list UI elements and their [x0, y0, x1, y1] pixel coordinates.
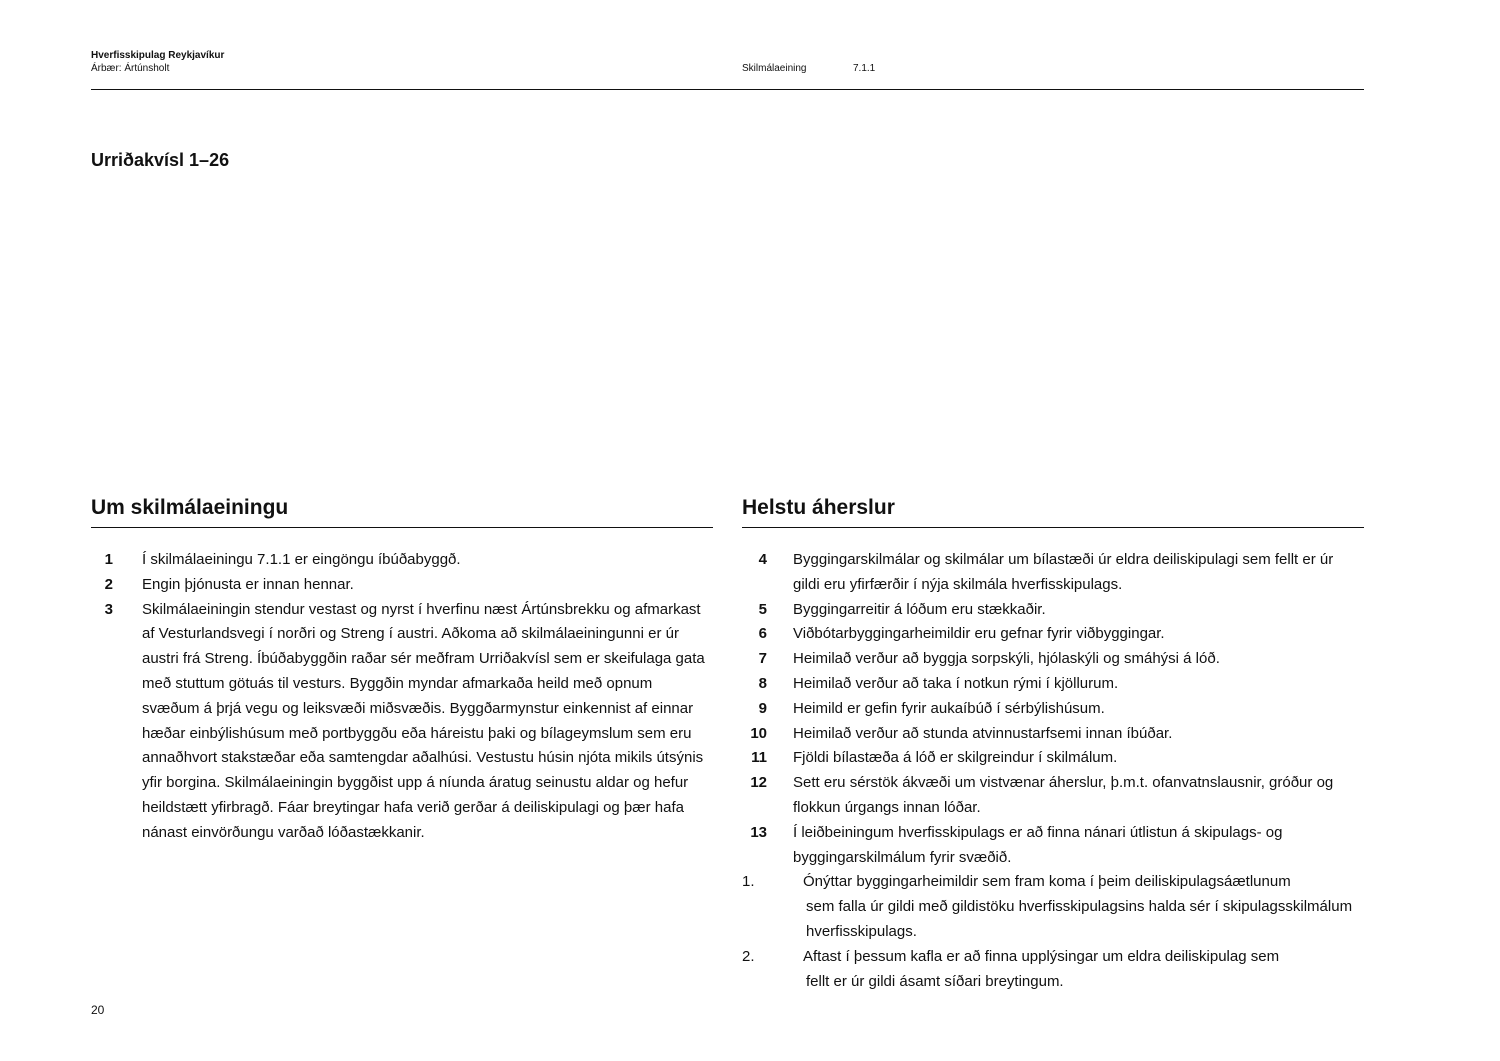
item-number: 12 — [750, 774, 767, 792]
list-item — [742, 622, 1364, 647]
item-number: 4 — [758, 551, 767, 568]
footnote — [742, 870, 1364, 944]
section-code: 7.1.1 — [853, 63, 876, 74]
footnote-number: 1. — [742, 873, 755, 891]
item-number: 10 — [750, 724, 767, 742]
item-number: 5 — [758, 600, 767, 618]
item-text: Viðbótarbyggingarheimildir eru gefnar fyrir viðbyggingar. — [793, 625, 1165, 643]
about-unit-column — [91, 493, 713, 846]
key-emphases-heading: Helstu áherslur — [742, 496, 895, 519]
item-text: Heimilað verður að byggja sorpskýli, hjólaskýli og smáhýsi á lóð. — [793, 650, 1220, 668]
about-unit-divider — [91, 527, 713, 528]
item-text: Heimilað verður að taka í notkun rými í kjöllurum. — [793, 674, 1119, 692]
footnote-number: 2. — [742, 947, 755, 965]
list-item — [742, 548, 1364, 598]
item-number: 2 — [104, 575, 113, 593]
about-unit-heading: Um skilmálaeiningu — [91, 496, 289, 519]
footnote-text-continued: fellt er úr gildi ásamt síðari breytingum. — [806, 972, 1064, 990]
item-text: Í leiðbeiningum hverfisskipulags er að finna nánari útlistun á skipulags- og byggingarskilmálum fyrir svæðið. — [793, 823, 1283, 866]
list-item — [742, 746, 1364, 771]
item-text: Heimilað verður að stunda atvinnustarfsemi innan íbúðar. — [793, 724, 1173, 742]
item-number: 1 — [104, 551, 113, 568]
footnote — [742, 945, 1364, 995]
footnote-text: Ónýttar byggingarheimildir sem fram koma í þeim deiliskipulagsáætlunum — [803, 873, 1291, 891]
item-number: 3 — [104, 600, 113, 618]
page-title: Urriðakvísl 1–26 — [91, 150, 230, 170]
list-item — [742, 771, 1364, 821]
item-number: 13 — [750, 823, 767, 841]
list-item — [91, 548, 713, 573]
item-text: Heimild er gefin fyrir aukaíbúð í sérbýlishúsum. — [793, 699, 1105, 717]
list-item — [742, 821, 1364, 871]
key-emphases-divider — [742, 527, 1364, 528]
document-title: Hverfisskipulag Reykjavíkur — [91, 50, 225, 61]
list-item — [742, 697, 1364, 722]
list-item — [742, 722, 1364, 747]
item-text: Engin þjónusta er innan hennar. — [142, 575, 354, 593]
item-number: 8 — [758, 674, 767, 692]
list-item — [742, 598, 1364, 623]
header-divider — [91, 89, 1364, 90]
item-text: Skilmálaeiningin stendur vestast og nyrst í hverfinu næst Ártúnsbrekku og afmarkast af Vesturlandsvegi í norðri og Streng í austri. Aðkoma að skilmálaeiningunni er úr austri frá Streng. Íbúðabyggðin raðar sér meðfram Urriðakvísl sem er skeifulaga gata með stuttum götuás til vesturs. Byggðin myndar afmarkaða heild með opnum svæðum á þrjá vegu og leiksvæði miðsvæðis. Byggðarmynstur einkennist af einnar hæðar einbýlishúsum með portbyggðu eða háreistu þaki og bílageymslum sem eru annaðhvort stakstæðar eða samtengdar aðalhúsi. Vestustu húsin njóta mikils útsýnis yfir borgina. Skilmálaeiningin byggðist upp á níunda áratug seinustu aldar og hefur heildstætt yfirbragð. Fáar breytingar hafa verið gerðar á deiliskipulagi og þær hafa nánast einvörðungu varðað lóðastækkanir. — [142, 600, 705, 841]
item-text: Byggingarskilmálar og skilmálar um bílastæði úr eldra deiliskipulagi sem fellt er úr gildi eru yfirfærðir í nýja skilmála hverfisskipulags. — [793, 551, 1334, 593]
item-text: Byggingarreitir á lóðum eru stækkaðir. — [793, 600, 1046, 618]
key-emphases-column — [742, 493, 1364, 994]
item-text: Í skilmálaeiningu 7.1.1 er eingöngu íbúðabyggð. — [142, 551, 461, 568]
list-item — [742, 672, 1364, 697]
item-number: 11 — [751, 749, 767, 767]
item-number: 7 — [758, 650, 767, 668]
item-number: 9 — [758, 699, 767, 717]
footnote-text-continued: sem falla úr gildi með gildistöku hverfisskipulagsins halda sér í skipulagsskilmálum hverfisskipulags. — [806, 898, 1353, 940]
list-item — [742, 647, 1364, 672]
list-item — [91, 573, 713, 598]
item-text: Fjöldi bílastæða á lóð er skilgreindur í skilmálum. — [793, 749, 1118, 767]
footnote-text: Aftast í þessum kafla er að finna upplýsingar um eldra deiliskipulag sem — [803, 947, 1280, 965]
item-number: 6 — [758, 625, 767, 643]
list-item — [91, 598, 713, 846]
page-number: 20 — [91, 1003, 105, 1017]
item-text: Sett eru sérstök ákvæði um vistvænar áherslur, þ.m.t. ofanvatnslausnir, gróður og flokkun úrgangs innan lóðar. — [793, 774, 1334, 816]
document-subtitle: Árbær: Ártúnsholt — [91, 63, 170, 74]
section-label: Skilmálaeining — [742, 63, 807, 74]
